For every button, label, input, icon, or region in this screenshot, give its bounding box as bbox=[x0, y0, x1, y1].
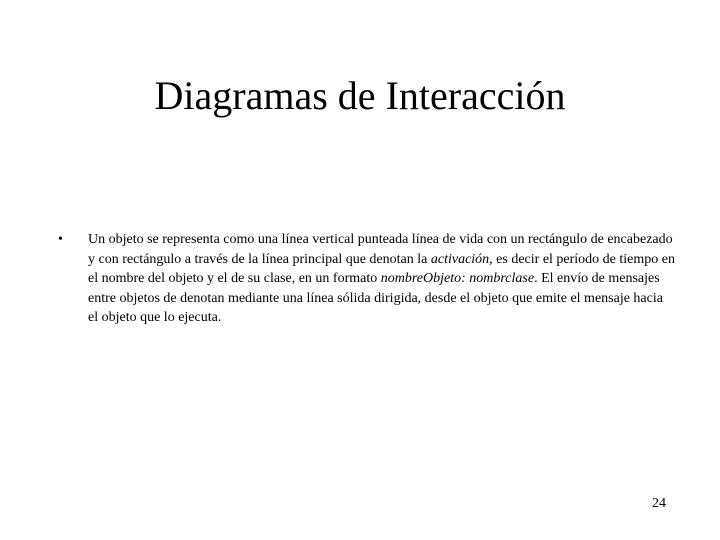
bullet-text-part: . El envío de mensajes entre objetos de denotan mediante una línea sólida dirigida, desde el objeto que emite el mensaje hacia el objeto que lo ejecuta. bbox=[88, 271, 663, 325]
list-item bbox=[56, 230, 676, 328]
bullet-marker: • bbox=[58, 232, 63, 247]
bullet-text-part: , es decir el período de tiempo en el nombre del objeto y el de su clase, en un formato bbox=[88, 251, 675, 286]
slide-title: Diagramas de Interacción bbox=[154, 73, 566, 118]
bullet-text bbox=[88, 232, 675, 325]
bullet-list bbox=[56, 230, 676, 328]
page-number: 24 bbox=[652, 496, 666, 511]
bullet-text-part: Un objeto se representa como una línea vertical punteada línea de vida con un rectángulo de encabezado y con rectángulo a través de la línea principal que denotan la bbox=[88, 232, 673, 267]
term-activacion: activación bbox=[430, 251, 490, 267]
term-format: nombreObjeto: nombrclase bbox=[380, 271, 535, 286]
